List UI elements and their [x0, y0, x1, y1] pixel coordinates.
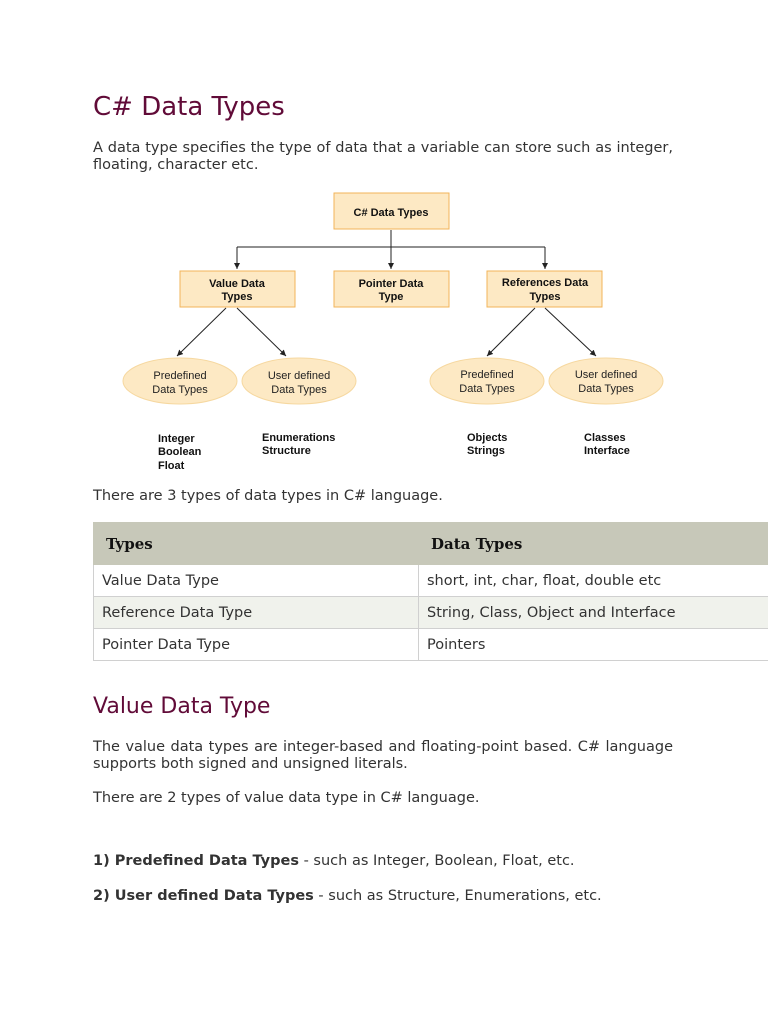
diagram-references-node	[487, 271, 602, 307]
value-node-label-2: Types	[221, 291, 253, 303]
list-item	[93, 888, 673, 905]
diagram-ref-predefined-node	[430, 358, 544, 404]
table-cell: String, Class, Object and Interface	[419, 597, 768, 629]
diagram-root-node	[334, 193, 449, 229]
list-item-text: - such as Structure, Enumerations, etc.	[313, 888, 602, 904]
value-description-paragraph: The value data types are integer-based and floating-point based. C# language supports both signed and unsigned literals.	[93, 739, 673, 772]
svg-text:User defined: User defined	[574, 369, 638, 381]
table-header-row	[94, 523, 768, 565]
table-cell: Reference Data Type	[94, 597, 419, 629]
svg-text:User defined: User defined	[267, 370, 331, 382]
svg-text:Data Types: Data Types	[152, 384, 208, 396]
data-types-diagram	[0, 0, 768, 480]
diagram-value-predefined-node	[123, 358, 237, 404]
list-item-bold: 2) User defined Data Types	[93, 888, 314, 904]
example-boolean: Boolean	[158, 446, 202, 458]
table-row	[94, 597, 768, 629]
list-item-text: - such as Integer, Boolean, Float, etc.	[298, 853, 575, 869]
intro-paragraph: A data type specifies the type of data that a variable can store such as integer, floating, character etc.	[93, 140, 673, 173]
arrow-ref-predefined	[487, 308, 535, 356]
types-count-paragraph: There are 3 types of data types in C# language.	[93, 488, 443, 504]
references-node-label-1: References Data	[501, 277, 589, 289]
arrow-value-predefined	[177, 308, 226, 356]
value-node-label-1: Value Data	[209, 278, 265, 290]
list-item-bold: 1) Predefined Data Types	[93, 853, 299, 869]
diagram-ref-user-node	[549, 358, 663, 404]
pointer-node-label-1: Pointer Data	[358, 278, 424, 290]
diagram-examples	[158, 432, 630, 472]
example-integer: Integer	[158, 433, 195, 445]
svg-text:Data Types: Data Types	[271, 384, 327, 396]
table-row	[94, 629, 768, 661]
example-structure: Structure	[262, 445, 311, 457]
table-cell: Pointers	[419, 629, 768, 661]
value-section-heading: Value Data Type	[93, 694, 271, 719]
example-strings: Strings	[467, 445, 505, 457]
value-count-paragraph: There are 2 types of value data type in C# language.	[93, 790, 480, 806]
arrow-value-user	[237, 308, 286, 356]
diagram-value-user-node	[242, 358, 356, 404]
pointer-node-label-2: Type	[378, 291, 404, 303]
example-interface: Interface	[584, 445, 630, 457]
svg-text:Data Types: Data Types	[459, 383, 515, 395]
table-cell: short, int, char, float, double etc	[419, 565, 768, 597]
example-float: Float	[158, 460, 185, 472]
table-cell: Pointer Data Type	[94, 629, 419, 661]
svg-text:Predefined: Predefined	[460, 369, 514, 381]
svg-text:Predefined: Predefined	[153, 370, 207, 382]
list-item	[93, 853, 673, 870]
root-label: C# Data Types	[353, 207, 429, 219]
table-header-types: Types	[94, 523, 419, 565]
svg-text:Data Types: Data Types	[578, 383, 634, 395]
example-classes: Classes	[584, 432, 626, 444]
example-objects: Objects	[467, 432, 508, 444]
references-node-label-2: Types	[529, 291, 561, 303]
data-types-table	[93, 522, 768, 661]
page-title: C# Data Types	[93, 92, 285, 122]
diagram-pointer-node	[334, 271, 449, 307]
table-cell: Value Data Type	[94, 565, 419, 597]
arrow-ref-user	[545, 308, 596, 356]
table-row	[94, 565, 768, 597]
diagram-value-node	[180, 271, 295, 307]
example-enumerations: Enumerations	[262, 432, 336, 444]
table-header-data-types: Data Types	[419, 523, 768, 565]
